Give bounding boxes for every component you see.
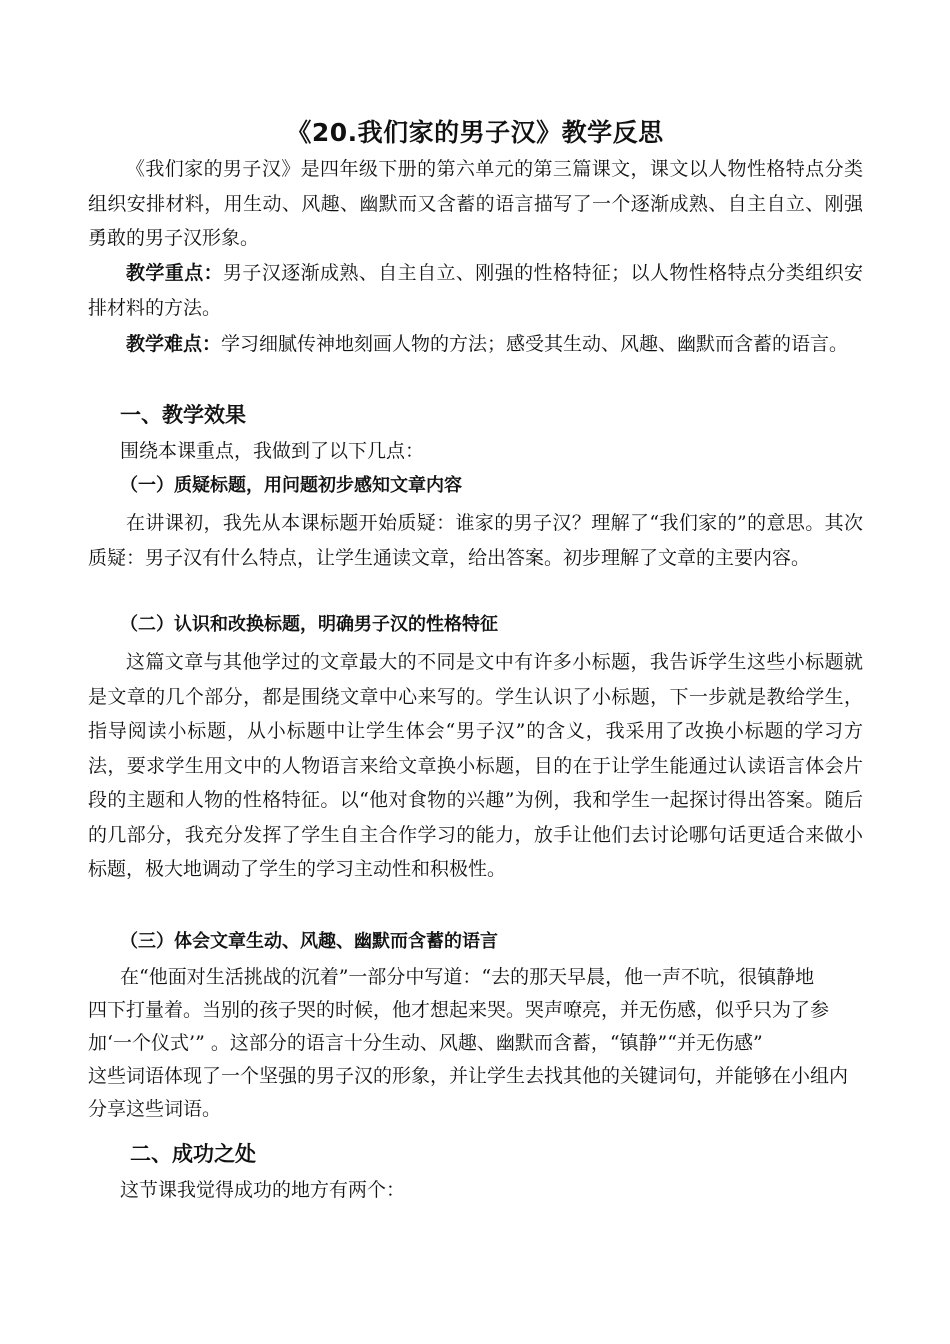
sub1-block [88,506,863,575]
intro-paragraph: 《我们家的男子汉》是四年级下册的第六单元的第三篇课文，课文以人物性格特点分类组织安排材料，用生动、风趣、幽默而又含蓄的语言描写了一个逐渐成熟、自主自立、刚强勇敢的男子汉形象。 [88,158,863,249]
difficulty-block [88,327,863,362]
section2-lead: 这节课我觉得成功的地方有两个： [120,1179,406,1201]
difficulty-text: 学习细腻传神地刻画人物的方法；感受其生动、风趣、幽默而含蓄的语言。 [221,333,849,355]
difficulty-label: 教学难点： [126,333,222,355]
sub3-line: 在“他面对生活挑战的沉着”一部分中写道：“去的那天早晨，他一声不吭，很镇静地 [120,966,815,988]
difficulty-paragraph [88,327,863,362]
section2-heading: 二、成功之处 [130,1142,256,1166]
sub3-line: 四下打量着。当别的孩子哭的时候，他才想起来哭。哭声嘹亮，并无伤感，似乎只为了参 [88,999,830,1021]
sub3-line: 分享这些词语。 [88,1098,222,1120]
sub3-line: 这些词语体现了一个坚强的男子汉的形象，并让学生去找其他的关键词句，并能够在小组内 [88,1065,849,1087]
sub1-heading: （一）质疑标题，用问题初步感知文章内容 [120,475,462,496]
key-point-block [88,256,863,325]
key-point-label: 教学重点： [126,262,224,284]
sub1-paragraph: 在讲课初，我先从本课标题开始质疑：谁家的男子汉？理解了“我们家的”的意思。其次质疑：男子汉有什么特点，让学生通读文章，给出答案。初步理解了文章的主要内容。 [88,512,863,569]
document-title: 《20.我们家的男子汉》教学反思 [286,118,664,147]
intro-block [88,152,863,256]
key-point-text: 男子汉逐渐成熟、自主自立、刚强的性格特征；以人物性格特点分类组织安排材料的方法。 [88,262,863,319]
section1-heading: 一、教学效果 [120,403,246,427]
sub2-paragraph: 这篇文章与其他学过的文章最大的不同是文中有许多小标题，我告诉学生这些小标题就是文章的几个部分，都是围绕文章中心来写的。学生认识了小标题，下一步就是教给学生，指导阅读小标题，从小标题中让学生体会“男子汉”的含义，我采用了改换小标题的学习方法，要求学生用文中的人物语言来给文章换小标题，目的在于让学生能通过认读语言体会片段的主题和人物的性格特征。以“他对食物的兴趣”为例，我和学生一起探讨得出答案。随后的几部分，我充分发挥了学生自主合作学习的能力，放手让他们去讨论哪句话更适合来做小标题，极大地调动了学生的学习主动性和积极性。 [88,651,863,880]
key-point-paragraph [88,256,863,325]
section1-lead: 围绕本课重点，我做到了以下几点： [120,440,425,462]
sub3-line: 加‘一个仪式’” 。这部分的语言十分生动、风趣、幽默而含蓄，“镇静”“并无伤感” [88,1032,763,1054]
sub2-block [88,645,863,887]
sub3-heading: （三）体会文章生动、风趣、幽默而含蓄的语言 [120,931,498,952]
sub2-heading: （二）认识和改换标题，明确男子汉的性格特征 [120,614,498,635]
